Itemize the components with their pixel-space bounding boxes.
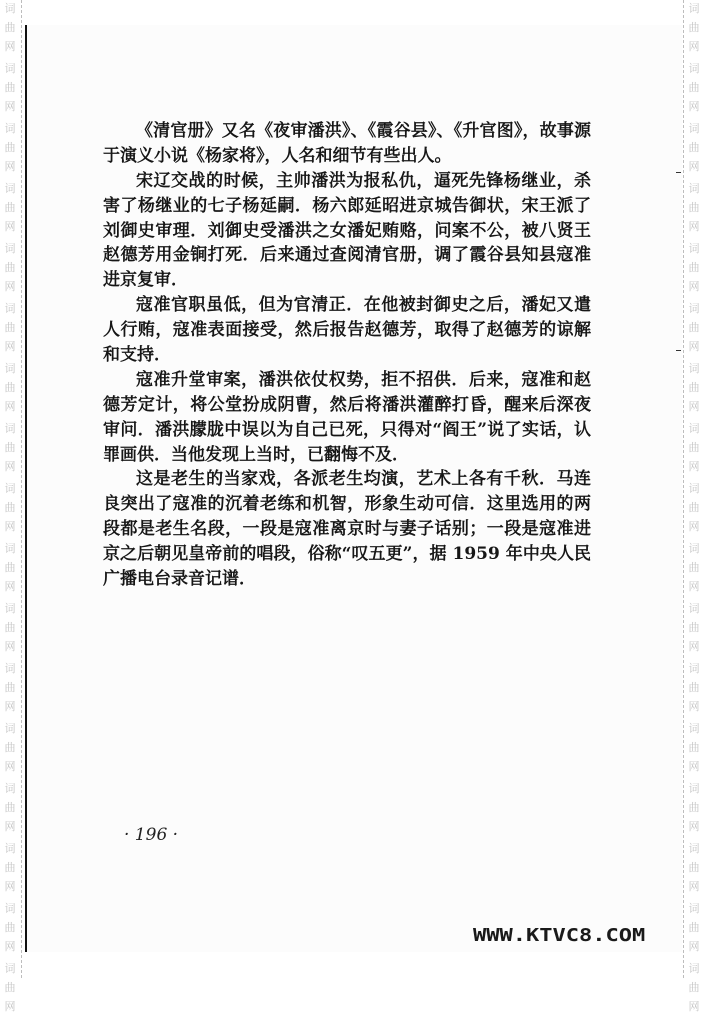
- watermark-char: 曲: [4, 681, 16, 694]
- watermark-char: 词: [4, 302, 16, 315]
- watermark-char: 网: [688, 820, 700, 833]
- watermark-char: 词: [688, 542, 700, 555]
- watermark-group: [2, 841, 18, 898]
- watermark-char: 词: [4, 842, 16, 855]
- watermark-char: 词: [4, 182, 16, 195]
- watermark-char: 网: [688, 40, 700, 53]
- watermark-char: 曲: [4, 81, 16, 94]
- watermark-char: 词: [688, 962, 700, 975]
- watermark-group: [2, 421, 18, 478]
- watermark-char: 词: [688, 242, 700, 255]
- watermark-char: 网: [688, 460, 700, 473]
- watermark-group: [686, 601, 702, 658]
- watermark-char: 网: [688, 700, 700, 713]
- watermark-char: 曲: [4, 621, 16, 634]
- text-line: 宋辽交战的时候，主帅潘洪为报私仇，逼死先锋杨继业，杀: [136, 170, 591, 191]
- watermark-char: 词: [4, 422, 16, 435]
- watermark-group: [2, 481, 18, 538]
- watermark-char: 曲: [4, 561, 16, 574]
- text-line: 这是老生的当家戏，各派老生均演，艺术上各有千秋．马连: [136, 469, 591, 490]
- text-line: 《清官册》又名《夜审潘洪》、《霞谷县》、《升官图》，故事源: [136, 121, 591, 141]
- watermark-group: [2, 961, 18, 1018]
- watermark-char: 曲: [688, 201, 700, 214]
- watermark-char: 曲: [688, 381, 700, 394]
- watermark-char: 词: [688, 362, 700, 375]
- watermark-char: 曲: [688, 321, 700, 334]
- watermark-group: [2, 601, 18, 658]
- text-line: 寇准官职虽低，但为官清正．在他被封御史之后，潘妃又遣: [136, 295, 591, 316]
- watermark-char: 曲: [4, 321, 16, 334]
- watermark-char: 曲: [688, 561, 700, 574]
- watermark-char: 曲: [4, 501, 16, 514]
- watermark-char: 曲: [4, 861, 16, 874]
- watermark-group: [2, 301, 18, 358]
- paragraph: [103, 169, 591, 293]
- body-text: [103, 119, 591, 592]
- text-line: 段都是老生名段，一段是寇准离京时与妻子话别；一段是寇准进: [103, 519, 591, 540]
- watermark-char: 网: [4, 1000, 16, 1013]
- watermark-char: 网: [688, 640, 700, 653]
- watermark-group: [2, 241, 18, 298]
- scan-mark: [676, 350, 681, 351]
- watermark-group: [686, 1, 702, 58]
- watermark-group: [686, 781, 702, 838]
- scan-mark: [676, 172, 681, 173]
- text-line: 刘御史审理．刘御史受潘洪之女潘妃贿赂，问案不公，被八贤王: [103, 220, 591, 241]
- watermark-char: 词: [4, 62, 16, 75]
- watermark-char: 词: [688, 782, 700, 795]
- watermark-char: 词: [688, 662, 700, 675]
- watermark-char: 网: [688, 100, 700, 113]
- watermark-char: 网: [688, 760, 700, 773]
- text-line: 广播电台录音记谱．: [103, 569, 256, 590]
- watermark-group: [686, 61, 702, 118]
- watermark-char: 网: [4, 760, 16, 773]
- watermark-char: 曲: [688, 141, 700, 154]
- watermark-char: 曲: [4, 21, 16, 34]
- paragraph: [103, 293, 591, 368]
- watermark-char: 曲: [4, 801, 16, 814]
- watermark-char: 曲: [4, 441, 16, 454]
- text-line: 良突出了寇准的沉着老练和机智，形象生动可信．这里选用的两: [103, 494, 591, 515]
- text-line: 赵德芳用金锏打死．后来通过查阅清官册，调了霞谷县知县寇准: [103, 245, 591, 266]
- watermark-char: 词: [688, 482, 700, 495]
- watermark-char: 词: [4, 362, 16, 375]
- watermark-char: 词: [688, 902, 700, 915]
- watermark-group: [686, 181, 702, 238]
- watermark-char: 网: [688, 1000, 700, 1013]
- watermark-char: 网: [4, 220, 16, 233]
- watermark-char: 曲: [688, 261, 700, 274]
- watermark-char: 曲: [4, 261, 16, 274]
- watermark-group: [686, 901, 702, 958]
- watermark-char: 曲: [4, 741, 16, 754]
- watermark-char: 网: [688, 940, 700, 953]
- watermark-char: 网: [4, 160, 16, 173]
- watermark-char: 网: [4, 700, 16, 713]
- watermark-char: 网: [4, 820, 16, 833]
- watermark-char: 网: [4, 100, 16, 113]
- text-line: 德芳定计，将公堂扮成阴曹，然后将潘洪灌醉打昏，醒来后深夜: [103, 394, 591, 415]
- watermark-char: 词: [4, 962, 16, 975]
- text-line: 进京复审．: [103, 270, 188, 291]
- watermark-char: 词: [688, 722, 700, 735]
- paragraph: [103, 467, 591, 591]
- watermark-char: 网: [4, 400, 16, 413]
- watermark-group: [686, 541, 702, 598]
- paragraph: [103, 119, 591, 169]
- watermark-group: [686, 841, 702, 898]
- watermark-char: 网: [4, 640, 16, 653]
- watermark-char: 曲: [688, 981, 700, 994]
- watermark-group: [2, 121, 18, 178]
- watermark-char: 网: [4, 280, 16, 293]
- paragraph: [103, 368, 591, 468]
- watermark-char: 词: [688, 2, 700, 15]
- page-number: · 196 ·: [124, 825, 179, 845]
- watermark-char: 曲: [688, 921, 700, 934]
- watermark-char: 词: [688, 842, 700, 855]
- watermark-char: 词: [688, 122, 700, 135]
- watermark-char: 词: [4, 542, 16, 555]
- watermark-group: [686, 961, 702, 1018]
- watermark-char: 网: [4, 40, 16, 53]
- watermark-char: 词: [4, 722, 16, 735]
- watermark-group: [2, 181, 18, 238]
- text-line: 审问．潘洪朦胧中误以为自己已死，只得对“阎王”说了实话，认: [103, 419, 591, 440]
- watermark-group: [2, 781, 18, 838]
- watermark-char: 曲: [688, 501, 700, 514]
- watermark-char: 网: [4, 520, 16, 533]
- watermark-char: 网: [4, 580, 16, 593]
- watermark-char: 曲: [688, 441, 700, 454]
- watermark-char: 网: [688, 340, 700, 353]
- watermark-char: 曲: [4, 921, 16, 934]
- watermark-char: 网: [688, 280, 700, 293]
- watermark-group: [2, 61, 18, 118]
- watermark-char: 词: [688, 602, 700, 615]
- watermark-char: 曲: [4, 381, 16, 394]
- watermark-char: 网: [4, 340, 16, 353]
- watermark-char: 词: [688, 302, 700, 315]
- watermark-group: [686, 241, 702, 298]
- watermark-char: 曲: [688, 81, 700, 94]
- text-line: 罪画供．当他发现上当时，已翻悔不及．: [103, 444, 409, 465]
- watermark-char: 曲: [4, 981, 16, 994]
- right-watermark-column: [686, 0, 705, 1013]
- watermark-group: [2, 541, 18, 598]
- watermark-char: 词: [4, 662, 16, 675]
- watermark-char: 网: [4, 460, 16, 473]
- watermark-group: [686, 361, 702, 418]
- watermark-char: 网: [688, 880, 700, 893]
- watermark-char: 曲: [688, 801, 700, 814]
- text-line: 京之后朝见皇帝前的唱段，俗称“叹五更”，据 1959 年中央人民: [103, 544, 591, 565]
- watermark-char: 曲: [4, 141, 16, 154]
- text-line: 人行贿，寇准表面接受，然后报告赵德芳，取得了赵德芳的谅解: [103, 320, 591, 341]
- watermark-char: 词: [688, 182, 700, 195]
- watermark-char: 词: [4, 782, 16, 795]
- watermark-group: [2, 661, 18, 718]
- watermark-char: 曲: [688, 861, 700, 874]
- watermark-char: 词: [4, 242, 16, 255]
- watermark-char: 词: [688, 422, 700, 435]
- watermark-char: 网: [4, 880, 16, 893]
- watermark-char: 词: [4, 122, 16, 135]
- watermark-char: 网: [688, 580, 700, 593]
- text-line: 和支持．: [103, 345, 171, 366]
- watermark-group: [686, 721, 702, 778]
- watermark-char: 词: [4, 602, 16, 615]
- text-line: 害了杨继业的七子杨延嗣．杨六郎延昭进京城告御状，宋王派了: [103, 195, 591, 216]
- left-watermark-column: [2, 0, 22, 1013]
- watermark-char: 曲: [688, 741, 700, 754]
- watermark-group: [2, 1, 18, 58]
- watermark-char: 词: [4, 2, 16, 15]
- watermark-char: 词: [4, 902, 16, 915]
- watermark-char: 网: [688, 220, 700, 233]
- site-watermark-logo: WWW.KTVC8.COM: [473, 926, 646, 946]
- watermark-char: 曲: [688, 621, 700, 634]
- watermark-group: [686, 481, 702, 538]
- watermark-group: [686, 661, 702, 718]
- watermark-char: 曲: [688, 21, 700, 34]
- watermark-char: 曲: [688, 681, 700, 694]
- text-line: 寇准升堂审案，潘洪依仗权势，拒不招供．后来，寇准和赵: [136, 369, 591, 390]
- watermark-group: [2, 901, 18, 958]
- right-margin-dashed-line: [683, 0, 684, 978]
- watermark-group: [686, 121, 702, 178]
- watermark-group: [686, 301, 702, 358]
- watermark-char: 网: [688, 520, 700, 533]
- watermark-char: 曲: [4, 201, 16, 214]
- watermark-char: 词: [688, 62, 700, 75]
- text-line: 于演义小说《杨家将》，人名和细节有些出人。: [103, 145, 452, 166]
- watermark-char: 网: [688, 160, 700, 173]
- watermark-char: 词: [4, 482, 16, 495]
- watermark-group: [2, 361, 18, 418]
- watermark-char: 网: [688, 400, 700, 413]
- watermark-group: [2, 721, 18, 778]
- watermark-char: 网: [4, 940, 16, 953]
- watermark-group: [686, 421, 702, 478]
